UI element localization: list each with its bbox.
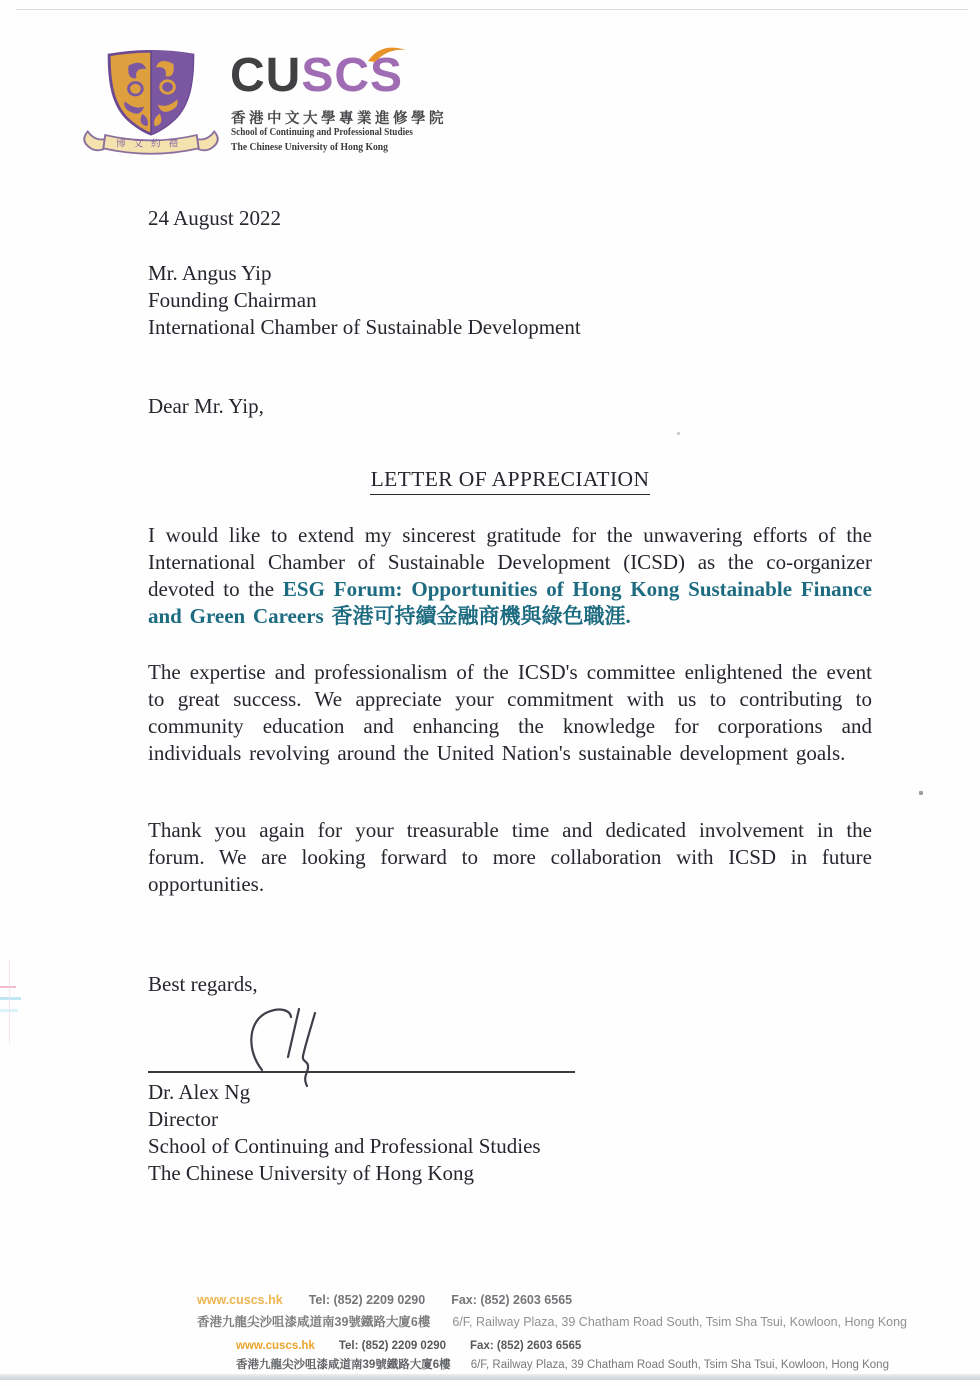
- logo-university-name: The Chinese University of Hong Kong: [231, 142, 388, 153]
- footer-address-zh: 香港九龍尖沙咀漆咸道南39號鐵路大廈6樓: [197, 1315, 431, 1329]
- signer-university: The Chinese University of Hong Kong: [148, 1161, 475, 1185]
- recipient-title: Founding Chairman: [148, 288, 317, 312]
- paragraph-3: Thank you again for your treasurable time and dedicated involvement in the forum. We are looking forward to more collaboration with ICSD in future opportunities.: [148, 818, 872, 896]
- footer-address-zh: 香港九龍尖沙咀漆咸道南39號鐵路大廈6樓: [236, 1359, 451, 1371]
- logotype-cu: CU: [230, 49, 302, 102]
- scan-artifact-line: [9, 960, 10, 1044]
- footer-tel: Tel: (852) 2209 0290: [338, 1340, 447, 1352]
- scan-artifact-line: [0, 997, 21, 1000]
- letter-subject: LETTER OF APPRECIATION: [370, 466, 651, 495]
- footer-contact-row: [197, 1293, 907, 1307]
- subject-wrap: [148, 466, 872, 495]
- recipient-organization: International Chamber of Sustainable Development: [148, 315, 581, 339]
- footer-address-row: [197, 1312, 907, 1330]
- footer-address-en: 6/F, Railway Plaza, 39 Chatham Road South, Tsim Sha Tsui, Kowloon, Hong Kong: [452, 1315, 908, 1329]
- scan-speck: [919, 791, 923, 795]
- signer-title: Director: [148, 1107, 218, 1131]
- footer-fax: Fax: (852) 2603 6565: [470, 1340, 582, 1352]
- logo-chinese-name: 香港中文大學專業進修學院: [231, 111, 447, 127]
- closing: Best regards,: [148, 972, 258, 996]
- paper-top-edge: [16, 9, 968, 10]
- shield-motto: 博文約禮: [115, 139, 187, 150]
- recipient-block: [148, 260, 872, 341]
- signer-school: School of Continuing and Professional Studies: [148, 1134, 541, 1158]
- scan-artifact-line: [0, 986, 16, 988]
- footer-address-row: [236, 1356, 889, 1372]
- footer-lower: [236, 1340, 889, 1372]
- paragraph-1-highlight: ESG Forum: Opportunities of Hong Kong Sustainable Finance and Green Careers 香港可持續金融商機與綠色職涯.: [148, 577, 872, 628]
- footer-tel: Tel: (852) 2209 0290: [308, 1293, 426, 1307]
- logo-school-name: School of Continuing and Professional Studies: [231, 127, 413, 138]
- signature-line: [148, 1071, 575, 1073]
- footer-upper: [197, 1293, 907, 1330]
- logotype-scs: SCS: [301, 49, 404, 102]
- scan-speck: [677, 432, 680, 435]
- logo-swoosh-icon: [366, 44, 408, 69]
- footer-contact-row: [236, 1340, 889, 1352]
- footer-website-link: www.cuscs.hk: [197, 1293, 283, 1307]
- paragraph-2: The expertise and professionalism of the ICSD's committee enlightened the event to great success. We appreciate your commitment with us to contributing to community education and enhancing the knowledge for corporations and individuals revolving around the United Nation's sustainable development goals.: [148, 660, 872, 765]
- paragraph-1-text: I would like to extend my sincerest gratitude for the unwavering efforts of the International Chamber of Sustainable Development (ICSD) as the co-organizer devoted to the: [148, 523, 872, 601]
- footer-fax: Fax: (852) 2603 6565: [451, 1293, 573, 1307]
- signer-name: Dr. Alex Ng: [148, 1080, 251, 1104]
- footer-address-en: 6/F, Railway Plaza, 39 Chatham Road South, Tsim Sha Tsui, Kowloon, Hong Kong: [470, 1359, 889, 1371]
- letter-date: 24 August 2022: [148, 206, 282, 230]
- signer-block: [148, 1079, 872, 1187]
- recipient-name: Mr. Angus Yip: [148, 261, 272, 285]
- footer-website-link: www.cuscs.hk: [236, 1340, 315, 1352]
- salutation: Dear Mr. Yip,: [148, 394, 264, 418]
- paragraph-1: [148, 522, 872, 630]
- cuhk-shield-icon: [78, 46, 224, 165]
- paper-bottom-edge: [0, 1374, 980, 1380]
